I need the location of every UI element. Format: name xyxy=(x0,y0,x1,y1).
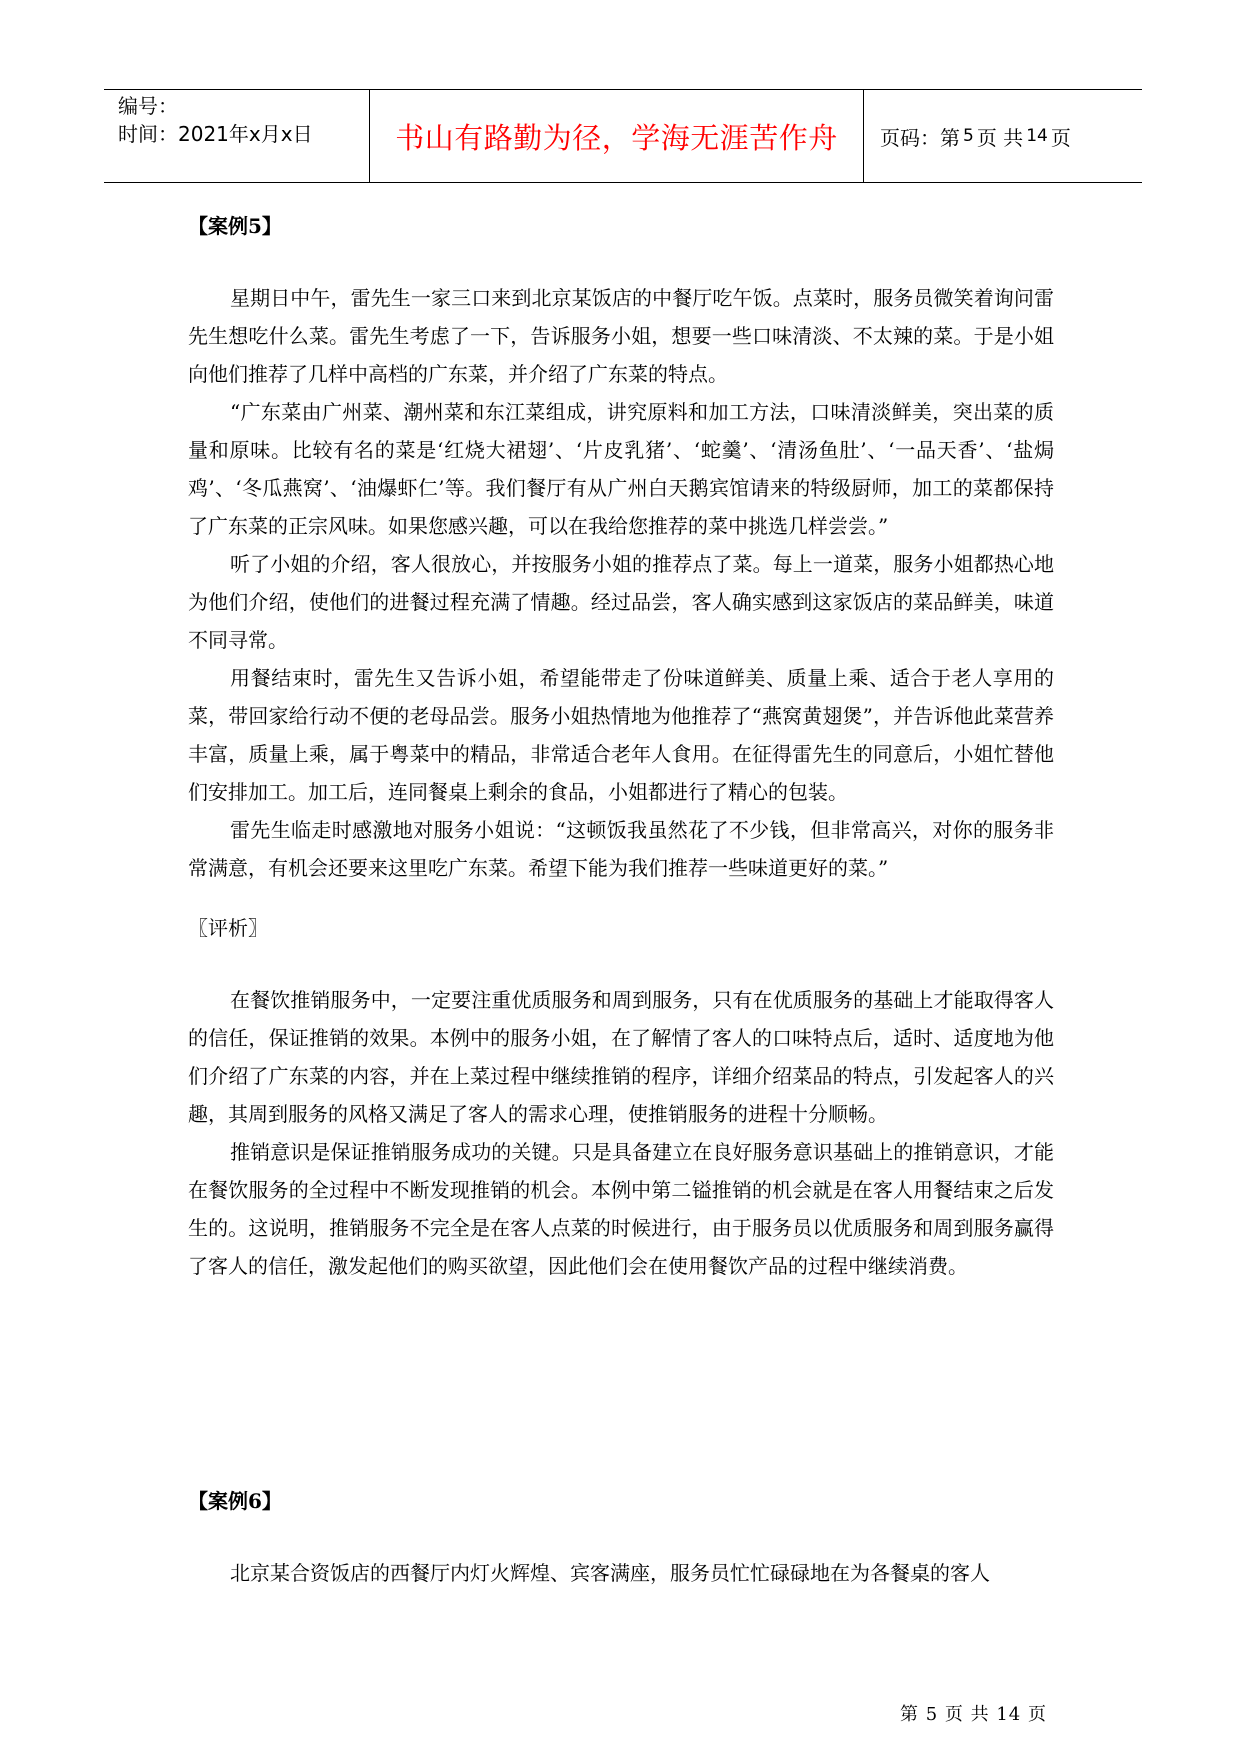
page-footer: 第 5 页 共 14 页 xyxy=(900,1704,1047,1725)
case5-paragraph: 星期日中午，雷先生一家三口来到北京某饭店的中餐厅吃午饭。点菜时，服务员微笑着询问雷先生想吃什么菜。雷先生考虑了一下，告诉服务小姐，想要一些口味清淡、不太辣的菜。于是小姐向他们推荐了几样中高档的广东菜，并介绍了广东菜的特点。 xyxy=(188,286,1054,386)
case6-paragraph: 北京某合资饭店的西餐厅内灯火辉煌、宾客满座，服务员忙忙碌碌地在为各餐桌的客人 xyxy=(230,1561,990,1585)
header-motto-cell xyxy=(370,90,864,182)
page-prefix: 页码：第 xyxy=(880,125,960,150)
page-suffix: 页 xyxy=(1050,125,1071,150)
case5-paragraph: 用餐结束时，雷先生又告诉小姐，希望能带走了份味道鲜美、质量上乘、适合于老人享用的菜，带回家给行动不便的老母品尝。服务小姐热情地为他推荐了“燕窝黄翅煲”，并告诉他此菜营养丰富，质量上乘，属于粤菜中的精品，非常适合老年人食用。在征得雷先生的同意后，小姐忙替他们安排加工。加工后，连同餐桌上剩余的食品，小姐都进行了精心的包装。 xyxy=(188,666,1054,804)
analysis-title: 〖评析〗 xyxy=(188,916,268,940)
analysis-paragraph: 在餐饮推销服务中，一定要注重优质服务和周到服务，只有在优质服务的基础上才能取得客人的信任，保证推销的效果。本例中的服务小姐，在了解情了客人的口味特点后，适时、适度地为他们介绍了广东菜的内容，并在上菜过程中继续推销的程序，详细介绍菜品的特点，引发起客人的兴趣，其周到服务的风格又满足了客人的需求心理，使推销服务的进程十分顺畅。 xyxy=(188,988,1054,1126)
case5-title: 【案例5】 xyxy=(188,214,282,238)
case5-paragraph: “广东菜由广州菜、潮州菜和东江菜组成，讲究原料和加工方法，口味清淡鲜美，突出菜的质量和原味。比较有名的菜是‘红烧大裙翅’、‘片皮乳猪’、‘蛇羹’、‘清汤鱼肚’、‘一品天香’、‘盐焗鸡’、‘冬瓜燕窝’、‘油爆虾仁’等。我们餐厅有从广州白天鹅宾馆请来的特级厨师，加工的菜都保持了广东菜的正宗风味。如果您感兴趣，可以在我给您推荐的菜中挑选几样尝尝。” xyxy=(188,400,1054,538)
case5-paragraph: 雷先生临走时感激地对服务小姐说：“这顿饭我虽然花了不少钱，但非常高兴，对你的服务非常满意，有机会还要来这里吃广东菜。希望下能为我们推荐一些味道更好的菜。” xyxy=(188,818,1054,880)
header-motto: 书山有路勤为径，学海无涯苦作舟 xyxy=(395,120,838,155)
analysis-paragraph: 推销意识是保证推销服务成功的关键。只是具备建立在良好服务意识基础上的推销意识，才能在餐饮服务的全过程中不断发现推销的机会。本例中第二镒推销的机会就是在客人用餐结束之后发生的。这说明，推销服务不完全是在客人点菜的时候进行，由于服务员以优质服务和周到服务赢得了客人的信任，激发起他们的购买欲望，因此他们会在使用餐饮产品的过程中继续消费。 xyxy=(188,1140,1054,1278)
header-page-info xyxy=(864,90,1142,182)
case5-paragraph: 听了小姐的介绍，客人很放心，并按服务小姐的推荐点了菜。每上一道菜，服务小姐都热心地为他们介绍，使他们的进餐过程充满了情趣。经过品尝，客人确实感到这家饭店的菜品鲜美，味道不同寻常。 xyxy=(188,552,1054,652)
case6-section xyxy=(188,1482,1054,1592)
document-body xyxy=(188,207,1054,1285)
page-mid: 页 共 xyxy=(976,125,1024,150)
header-meta xyxy=(104,90,370,182)
document-time-label: 时间：2021年x月x日 xyxy=(118,122,313,146)
document-number-label: 编号： xyxy=(118,94,178,118)
page-number: 5 xyxy=(963,126,974,146)
page-total: 14 xyxy=(1026,126,1048,146)
case6-title: 【案例6】 xyxy=(188,1489,282,1513)
page-header xyxy=(104,89,1142,183)
